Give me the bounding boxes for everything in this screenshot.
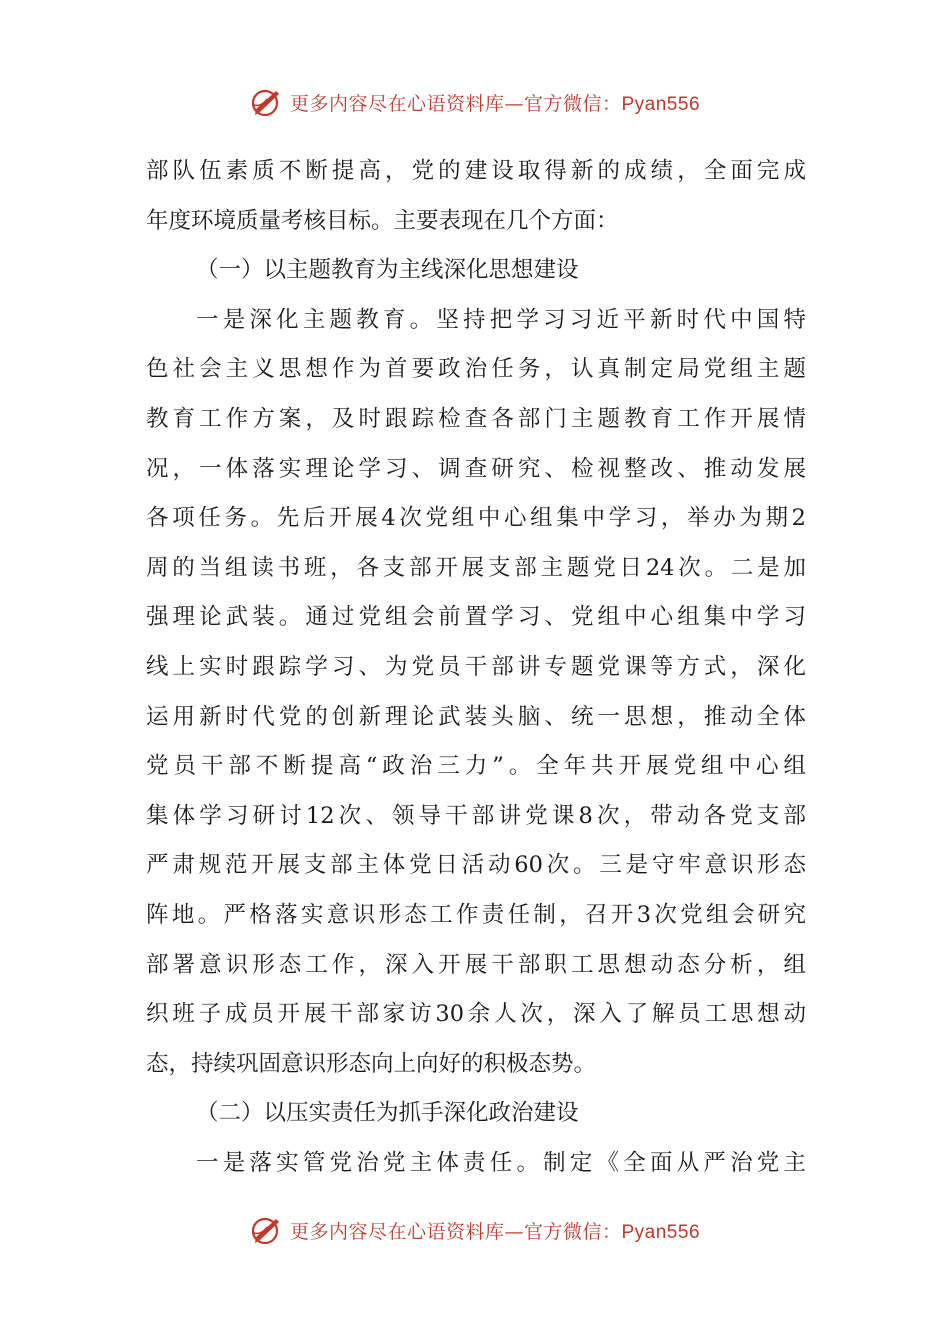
paragraph-line: 部队伍素质不断提高，党的建设取得新的成绩，全面完成 [146, 158, 806, 184]
header-banner [0, 82, 950, 122]
paragraph-line: 年度环境质量考核目标。主要表现在几个方面： [146, 207, 619, 234]
paragraph-line: 教育工作方案，及时跟踪检查各部门主题教育工作开展情 [146, 405, 806, 432]
section-heading: （二）以压实责任为抓手深化政治建设 [196, 1100, 579, 1127]
paragraph-line: 况，一体落实理论学习、调查研究、检视整改、推动发展 [146, 455, 806, 482]
paragraph-line: 部署意识形态工作，深入开展干部职工思想动态分析，组 [146, 951, 806, 978]
paragraph-line: 运用新时代党的创新理论武装头脑、统一思想，推动全体 [146, 703, 806, 730]
paragraph-line: 周的当组读书班，各支部开展支部主题党日24次。二是加 [146, 554, 806, 581]
paragraph-line: 态，持续巩固意识形态向上向好的积极态势。 [146, 1050, 597, 1077]
paragraph-line: 线上实时跟踪学习、为党员干部讲专题党课等方式，深化 [146, 653, 806, 680]
banner-text: 更多内容尽在心语资料库—官方微信：Pyan556 [289, 1220, 701, 1243]
paragraph-line: 各项任务。先后开展4次党组中心组集中学习，举办为期2 [146, 505, 806, 532]
banner-text: 更多内容尽在心语资料库—官方微信：Pyan556 [289, 92, 701, 115]
paragraph-line: 一是深化主题教育。坚持把学习习近平新时代中国特 [196, 306, 806, 333]
pen-circle-logo-icon [250, 1213, 284, 1247]
pen-circle-logo-icon [250, 85, 284, 119]
paragraph-line: 严肃规范开展支部主体党日活动60次。三是守牢意识形态 [146, 852, 806, 879]
section-heading: （一）以主题教育为主线深化思想建设 [196, 257, 579, 284]
paragraph-line: 强理论武装。通过党组会前置学习、党组中心组集中学习 [146, 604, 806, 631]
paragraph-line: 色社会主义思想作为首要政治任务，认真制定局党组主题 [146, 356, 806, 383]
paragraph-line: 织班子成员开展干部家访30余人次，深入了解员工思想动 [146, 1001, 806, 1028]
paragraph-line: 党员干部不断提高“政治三力”。全年共开展党组中心组 [146, 753, 806, 780]
banner-wechat-id: Pyan556 [621, 93, 701, 115]
paragraph-line: 阵地。严格落实意识形态工作责任制，召开3次党组会研究 [146, 901, 806, 928]
document-body [146, 147, 806, 1188]
footer-banner [0, 1210, 950, 1250]
paragraph-line: 一是落实管党治党主体责任。制定《全面从严治党主 [196, 1149, 806, 1176]
paragraph-line: 集体学习研讨12次、领导干部讲党课8次，带动各党支部 [146, 802, 806, 829]
banner-wechat-id: Pyan556 [621, 1221, 701, 1243]
